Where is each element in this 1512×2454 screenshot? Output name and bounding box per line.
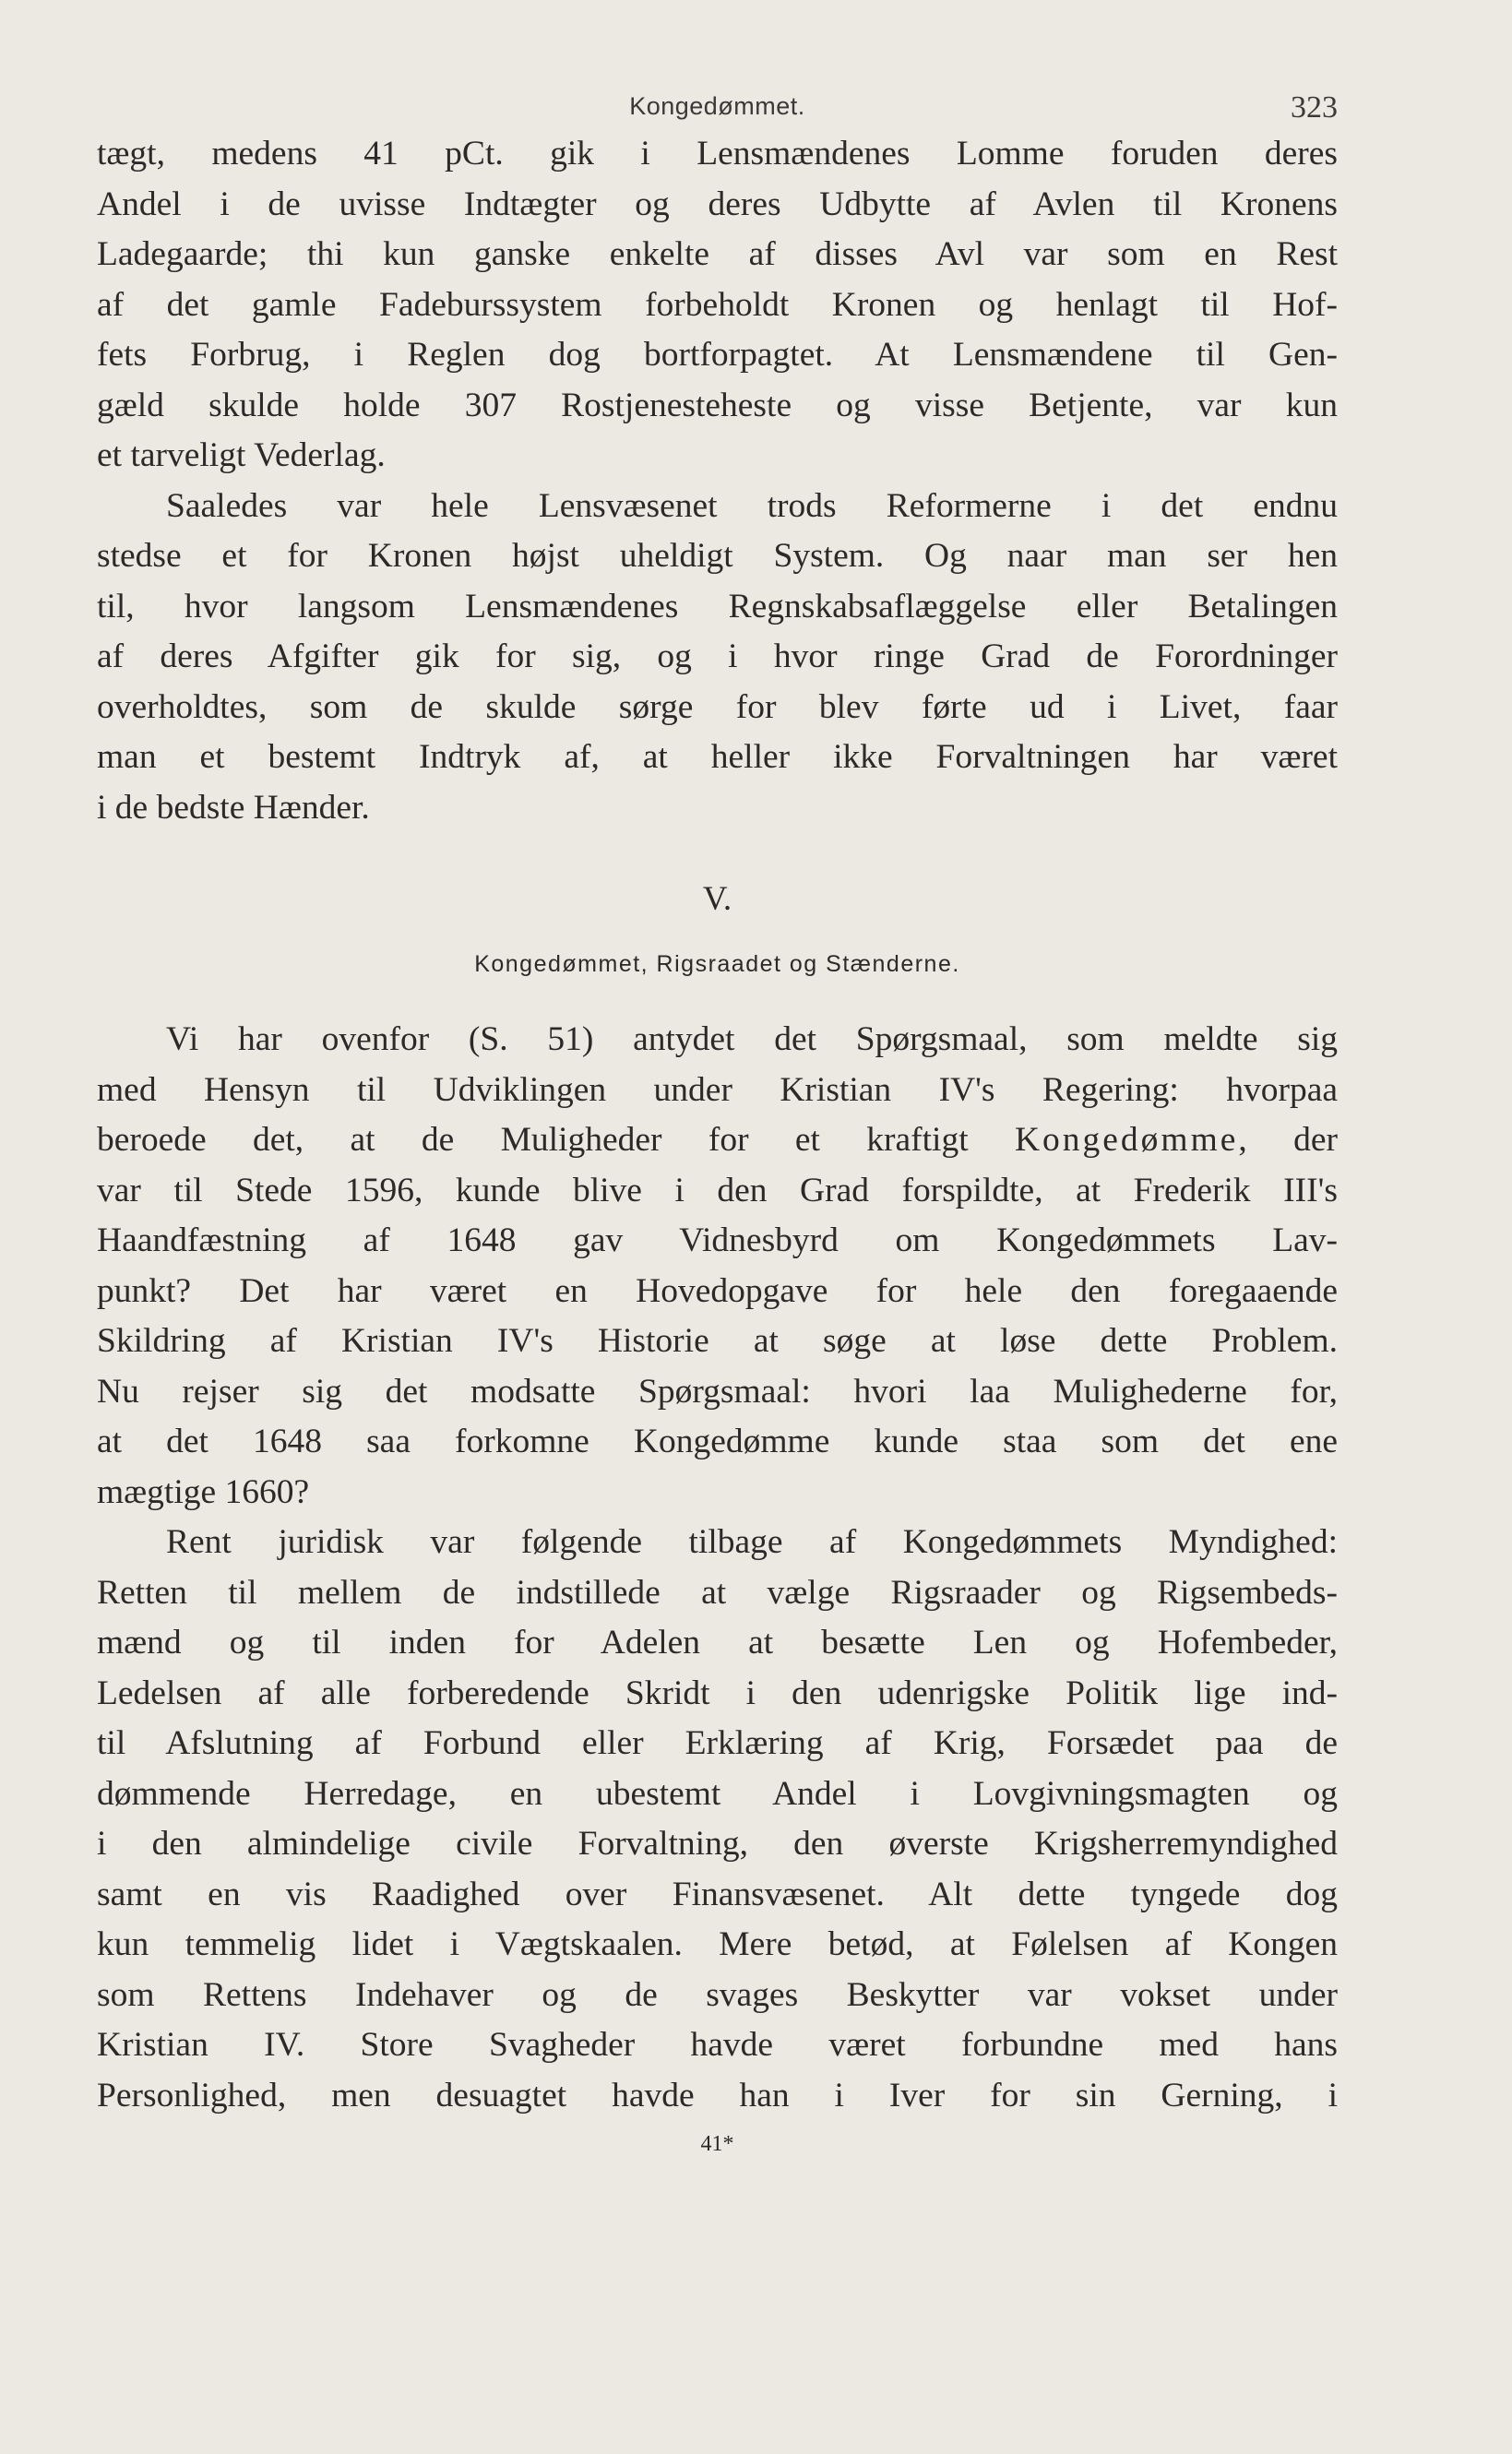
text-line: stedse et for Kronen højst uheldigt System. Og naar man ser hen xyxy=(97,537,1338,575)
paragraph-3 xyxy=(97,1015,1338,1518)
text-line: Haandfæstning af 1648 gav Vidnesbyrd om Kongedømmets Lav- xyxy=(97,1221,1338,1259)
text-line xyxy=(97,1115,1338,1166)
text-line: mænd og til inden for Adelen at besætte Len og Hofembeder, xyxy=(97,1624,1338,1662)
text-line: et tarveligt Vederlag. xyxy=(97,436,386,474)
text-line: Ledelsen af alle forberedende Skridt i den udenrigske Politik lige ind- xyxy=(97,1674,1338,1712)
text-line: af deres Afgifter gik for sig, og i hvor ringe Grad de Forordninger xyxy=(97,637,1338,675)
paragraph-1 xyxy=(97,129,1338,482)
text-line: kun temmelig lidet i Vægtskaalen. Mere betød, at Følelsen af Kongen xyxy=(97,1925,1338,1963)
text-line: i de bedste Hænder. xyxy=(97,788,370,827)
text-fragment: , der xyxy=(1238,1121,1338,1159)
text-line: Personlighed, men desuagtet havde han i Iver for sin Gerning, i xyxy=(97,2076,1338,2114)
text-line: til, hvor langsom Lensmændenes Regnskabsaflæggelse eller Betalingen xyxy=(97,587,1338,625)
text-line: Skildring af Kristian IV's Historie at søge at løse dette Problem. xyxy=(97,1322,1338,1360)
text-line: som Rettens Indehaver og de svages Beskytter var vokset under xyxy=(97,1975,1338,2014)
section-number: V. xyxy=(702,880,732,918)
text-line: mægtige 1660? xyxy=(97,1472,310,1511)
signature-mark: 41* xyxy=(700,2132,734,2156)
text-line: til Afslutning af Forbund eller Erklæring af Krig, Forsædet paa de xyxy=(97,1724,1338,1762)
running-head xyxy=(97,83,1338,129)
running-head-title: Kongedømmet. xyxy=(629,92,805,120)
text-line: med Hensyn til Udviklingen under Kristian IV's Regering: hvorpaa xyxy=(97,1070,1338,1109)
section-title: Kongedømmet, Rigsraadet og Stænderne. xyxy=(474,951,960,977)
text-line: Ladegaarde; thi kun ganske enkelte af disses Avl var som en Rest xyxy=(97,235,1338,273)
text-line: fets Forbrug, i Reglen dog bortforpagtet. At Lensmændene til Gen- xyxy=(97,336,1338,374)
text-line: Kristian IV. Store Svagheder havde været forbundne med hans xyxy=(97,2026,1338,2064)
text-fragment: beroede det, at de Muligheder for et kraftigt xyxy=(97,1121,1015,1159)
text-line: af det gamle Fadeburssystem forbeholdt Kronen og henlagt til Hof- xyxy=(97,285,1338,324)
text-line: Andel i de uvisse Indtægter og deres Udbytte af Avlen til Kronens xyxy=(97,185,1338,223)
paragraph-4 xyxy=(97,1518,1338,2121)
text-line: Saaledes var hele Lensvæsenet trods Reformerne i det endnu xyxy=(166,486,1338,525)
text-line: man et bestemt Indtryk af, at heller ikke Forvaltningen har været xyxy=(97,738,1338,776)
text-line: Retten til mellem de indstillede at vælge Rigsraader og Rigsembeds- xyxy=(97,1573,1338,1612)
page-number: 323 xyxy=(1291,90,1338,125)
book-page xyxy=(97,83,1338,2157)
text-line: dømmende Herredage, en ubestemt Andel i Lovgivningsmagten og xyxy=(97,1774,1338,1813)
paragraph-2 xyxy=(97,482,1338,834)
text-line: var til Stede 1596, kunde blive i den Grad forspildte, at Frederik III's xyxy=(97,1171,1338,1209)
text-line: gæld skulde holde 307 Rostjenesteheste og visse Betjente, var kun xyxy=(97,386,1338,424)
text-line: i den almindelige civile Forvaltning, den øverste Krigsherremyndighed xyxy=(97,1825,1338,1863)
text-line: Vi har ovenfor (S. 51) antydet det Spørgsmaal, som meldte sig xyxy=(166,1020,1338,1058)
text-line: Rent juridisk var følgende tilbage af Kongedømmets Myndighed: xyxy=(166,1523,1338,1561)
text-line: at det 1648 saa forkomne Kongedømme kunde staa som det ene xyxy=(97,1423,1338,1460)
text-line: overholdtes, som de skulde sørge for blev førte ud i Livet, faar xyxy=(97,687,1338,726)
text-line: samt en vis Raadighed over Finansvæsenet. Alt dette tyngede dog xyxy=(97,1875,1338,1913)
text-line: punkt? Det har været en Hovedopgave for hele den foregaaende xyxy=(97,1271,1338,1310)
emphasized-word: Kongedømme xyxy=(1014,1121,1239,1159)
text-line: tægt, medens 41 pCt. gik i Lensmændenes Lomme foruden deres xyxy=(97,135,1338,173)
text-line: Nu rejser sig det modsatte Spørgsmaal: hvori laa Mulighederne for, xyxy=(97,1372,1338,1411)
